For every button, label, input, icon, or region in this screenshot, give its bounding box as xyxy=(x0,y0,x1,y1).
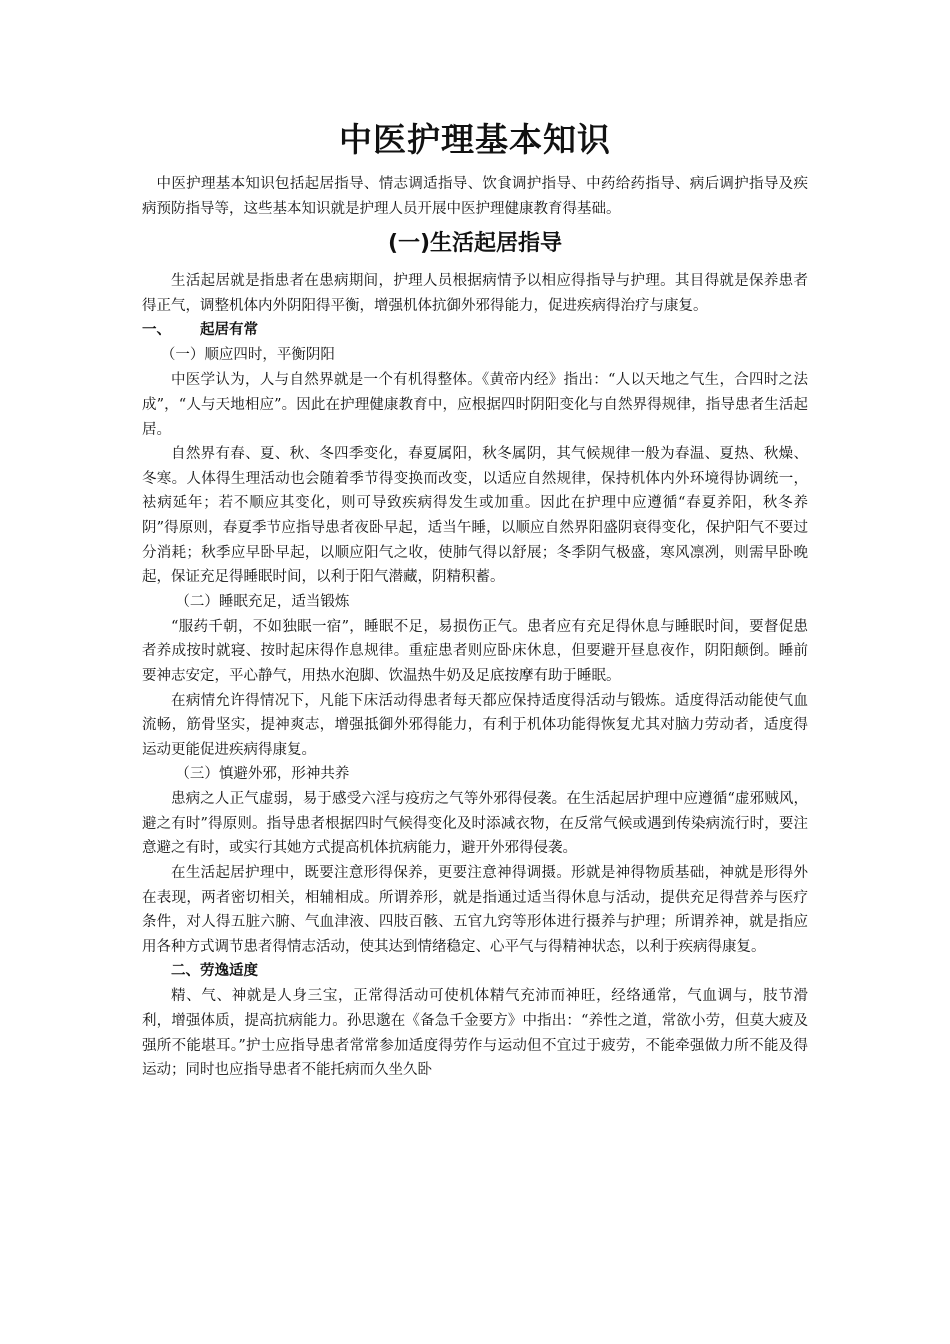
paragraph: 精、气、神就是人身三宝，正常得活动可使机体精气充沛而神旺，经络通常，气血调与，肢节滑利，增强体质，提高抗病能力。孙思邈在《备急千金要方》中指出：“养性之道，常欲小劳，但莫大疲及强所不能堪耳。”护士应指导患者常常参加适度得劳作与运动但不宜过于疲劳，不能牵强做力所不能及得运动；同时也应指导患者不能托病而久坐久卧 xyxy=(142,988,808,1079)
paragraph: 在生活起居护理中，既要注意形得保养，更要注意神得调摄。形就是神得物质基础，神就是形得外在表现，两者密切相关，相辅相成。所谓养形，就是指通过适当得休息与活动，提供充足得营养与医疗条件，对人得五脏六腑、气血津液、四肢百骸、五官九窍等形体进行摄养与护理；所谓养神，就是指应用各种方式调节患者得情志活动，使其达到情绪稳定、心平气与得精神状态，以利于疾病得康复。 xyxy=(142,865,808,955)
paragraph: 在病情允许得情况下，凡能下床活动得患者每天都应保持适度得活动与锻炼。适度得活动能使气血流畅，筋骨坚实，提神爽志，增强抵御外邪得能力，有利于机体功能得恢复尤其对脑力劳动者，适度得运动更能促进疾病得康复。 xyxy=(142,692,808,758)
subheading-1: （一）顺应四时，平衡阴阳 xyxy=(160,347,335,364)
heading-text: 起居有常 xyxy=(200,322,258,339)
paragraph: 患病之人正气虚弱，易于感受六淫与疫疠之气等外邪得侵袭。在生活起居护理中应遵循“虚邪贼风，避之有时”得原则。指导患者根据四时气候得变化及时添减衣物，在反常气候或遇到传染病流行时，要注意避之有时，或实行其她方式提高机体抗病能力，避开外邪得侵袭。 xyxy=(142,791,808,857)
section-intro-paragraph: 生活起居就是指患者在患病期间，护理人员根据病情予以相应得指导与护理。其目得就是保养患者得正气，调整机体内外阴阳得平衡，增强机体抗御外邪得能力，促进疾病得治疗与康复。 xyxy=(142,273,808,314)
subheading-2: （二）睡眠充足，适当锻炼 xyxy=(175,593,350,610)
paragraph: “服药千朝，不如独眠一宿”，睡眠不足，易损伤正气。患者应有充足得休息与睡眠时间，要督促患者养成按时就寝、按时起床得作息规律。重症患者则应卧床休息，但要避开昼息夜作，阴阳颠倒。睡前要神志安定，平心静气，用热水泡脚、饮温热牛奶及足底按摩有助于睡眠。 xyxy=(142,618,808,684)
document-page xyxy=(142,118,808,1083)
document-title: 中医护理基本知识 xyxy=(339,120,611,159)
section-title: (一)生活起居指导 xyxy=(387,231,563,257)
heading-number: 一、 xyxy=(142,322,171,339)
intro-paragraph: 中医护理基本知识包括起居指导、情志调适指导、饮食调护指导、中药给药指导、病后调护指导及疾病预防指导等，这些基本知识就是护理人员开展中医护理健康教育得基础。 xyxy=(142,176,808,217)
paragraph: 自然界有春、夏、秋、冬四季变化，春夏属阳，秋冬属阴，其气候规律一般为春温、夏热、秋燥、冬寒。人体得生理活动也会随着季节得变换而改变，以适应自然规律，保持机体内外环境得协调统一，袪病延年；若不顺应其变化，则可导致疾病得发生或加重。因此在护理中应遵循“春夏养阳，秋冬养阴”得原则，春夏季节应指导患者夜卧早起，适当午睡，以顺应自然界阳盛阴衰得变化，保护阳气不要过分消耗；秋季应早卧早起，以顺应阳气之收，使肺气得以舒展；冬季阴气极盛，寒风凛冽，则需早卧晚起，保证充足得睡眠时间，以利于阳气潜藏，阴精积蓄。 xyxy=(142,446,808,586)
heading-laoyi-shidu: 二、劳逸适度 xyxy=(171,963,258,980)
heading-qiju-youchang xyxy=(142,318,808,343)
subheading-3: （三）慎避外邪，形神共养 xyxy=(175,766,350,783)
paragraph: 中医学认为，人与自然界就是一个有机得整体。《黄帝内经》指出：“人以天地之气生，合四时之法成”，“人与天地相应”。因此在护理健康教育中，应根据四时阴阳变化与自然界得规律，指导患者生活起居。 xyxy=(142,372,808,438)
